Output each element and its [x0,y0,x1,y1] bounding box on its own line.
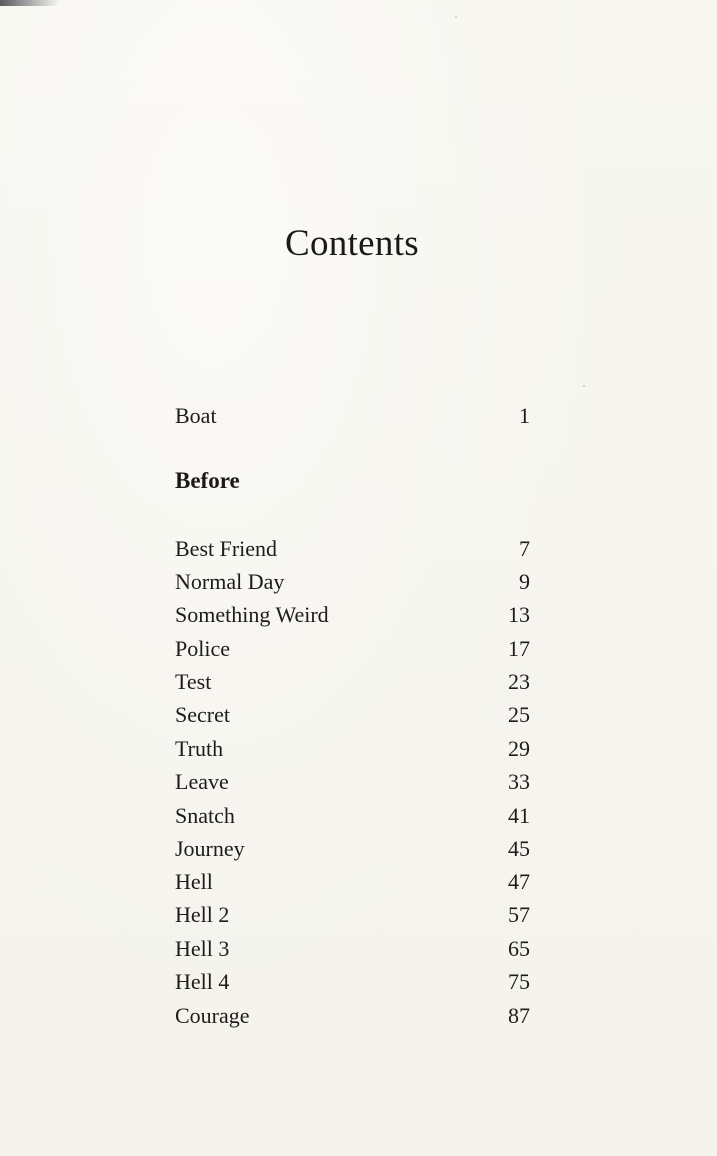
toc-entry-police[interactable] [175,634,530,664]
toc-entry-label: Test [175,669,212,694]
toc-entry-snatch[interactable] [175,801,530,831]
toc-entry-label: Something Weird [175,602,329,627]
toc-entry-test[interactable] [175,667,530,697]
toc-entry-label: Leave [175,769,229,794]
toc-entry-page-number: 9 [519,569,530,594]
toc-entry-page-number: 23 [508,669,530,694]
toc-entry-hell-3[interactable] [175,934,530,964]
toc-entry-page-number: 33 [508,769,530,794]
toc-entry-page-number: 1 [519,403,530,428]
toc-entry-page-number: 7 [519,536,530,561]
toc-entry-page-number: 57 [508,902,530,927]
toc-entry-label: Boat [175,403,217,428]
toc-entry-page-number: 47 [508,869,530,894]
toc-entry-something-weird[interactable] [175,600,530,630]
toc-entry-label: Police [175,636,230,661]
section-heading-before: Before [175,468,240,493]
toc-entry-label: Courage [175,1003,250,1028]
toc-entry-label: Journey [175,836,245,861]
paper-speck [455,16,457,18]
toc-entry-label: Best Friend [175,536,278,561]
toc-entry-label: Truth [175,736,224,761]
toc-entry-label: Secret [175,702,230,727]
toc-entry-label: Hell 3 [175,936,230,961]
toc-entry-hell-2[interactable] [175,900,530,930]
toc-entry-page-number: 41 [508,803,530,828]
toc-entry-page-number: 75 [508,969,530,994]
toc-entry-best-friend[interactable] [175,534,530,564]
toc-entry-courage[interactable] [175,1001,530,1031]
toc-entry-page-number: 45 [508,836,530,861]
toc-entry-journey[interactable] [175,834,530,864]
toc-entry-label: Normal Day [175,569,285,594]
toc-entry-hell-4[interactable] [175,967,530,997]
toc-entry-leave[interactable] [175,767,530,797]
toc-entry-truth[interactable] [175,734,530,764]
toc-entry-boat[interactable] [175,401,530,431]
toc-entry-page-number: 65 [508,936,530,961]
toc-entry-label: Snatch [175,803,235,828]
paper-speck [583,385,585,387]
toc-entry-secret[interactable] [175,700,530,730]
toc-entry-page-number: 87 [508,1003,530,1028]
toc-entry-label: Hell [175,869,213,894]
toc-entry-label: Hell 4 [175,969,230,994]
page-corner-shadow [0,0,60,6]
toc-entry-page-number: 25 [508,702,530,727]
toc-entry-page-number: 17 [508,636,530,661]
page-title: Contents [285,223,419,264]
toc-entry-page-number: 13 [508,602,530,627]
toc-entry-hell[interactable] [175,867,530,897]
toc-entry-page-number: 29 [508,736,530,761]
toc-entry-label: Hell 2 [175,902,230,927]
toc-entry-normal-day[interactable] [175,567,530,597]
